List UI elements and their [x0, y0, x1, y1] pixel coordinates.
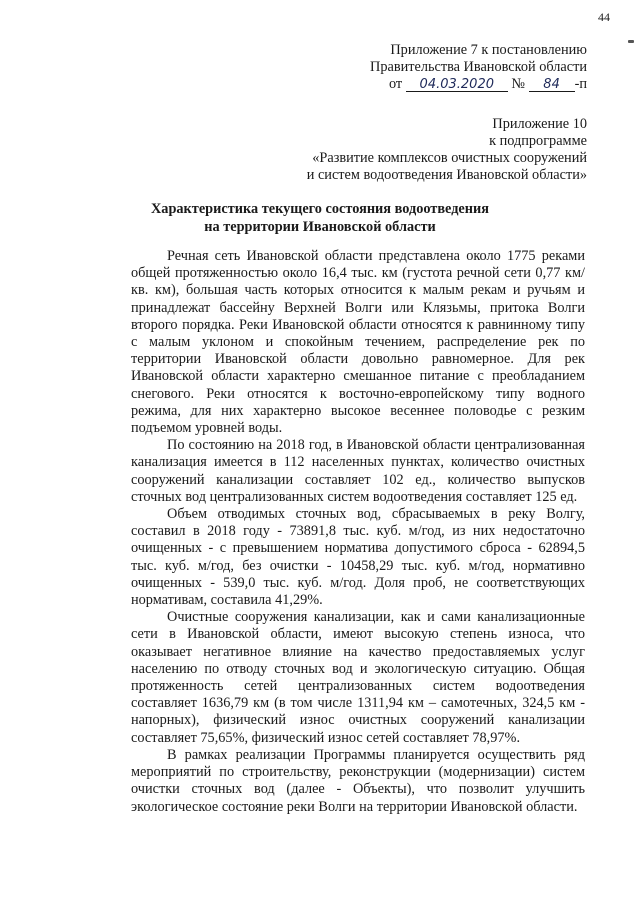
- number-label: №: [511, 76, 525, 92]
- appendix-7-line-2: Правительства Ивановской области: [370, 59, 587, 75]
- appendix-7-line-1: Приложение 7 к постановлению: [390, 42, 587, 58]
- title-line-1: Характеристика текущего состояния водоотведения: [150, 201, 489, 217]
- body-text: [131, 248, 585, 816]
- number-suffix: -п: [574, 76, 587, 92]
- paragraph-sewerage: По состоянию на 2018 год, в Ивановской области централизованная канализация имеется в 112 населенных пунктах, количество очистных сооружений канализации составляет 102 ед., количество выпусков сточных вод централизованных систем водоотведения составляет 125 ед.: [131, 437, 585, 505]
- paragraph-rivers: Речная сеть Ивановской области представлена около 1775 реками общей протяженностью около 16,4 тыс. км (густота речной сети 0,77 км/кв. км), большая часть которых относится к малым рекам и ручьям и принадлежат бассейну Верхней Волги или Клязьмы, притока Волги второго порядка. Реки Ивановской области относятся к равнинному типу с малым уклоном и спокойным течением, распределение рек по территории Ивановской области довольно равномерное. Для рек Ивановской области характерно смешанное питание с преобладанием снегового. Реки относятся к восточно-европейскому типу водного режима, для них характерно высокое весеннее половодье с резким подъемом уровней воды.: [131, 248, 585, 437]
- appendix-10-line-1: Приложение 10: [492, 116, 587, 132]
- appendix-10-line-3: «Развитие комплексов очистных сооружений: [312, 150, 587, 166]
- margin-mark: [628, 40, 634, 43]
- page-number: 44: [598, 10, 610, 24]
- date-prefix: от: [388, 76, 403, 92]
- document-title: [100, 200, 540, 236]
- resolution-reference: [370, 76, 587, 93]
- paragraph-wear: Очистные сооружения канализации, как и сами канализационные сети в Ивановской области, имеют высокую степень износа, что оказывает негативное влияние на качество предоставляемых услуг населению по отводу сточных вод и экологическую ситуацию. Общая протяженность сетей централизованных систем водоотведения составляет 1636,79 км (в том числе 1311,94 км – самотечных, 324,5 км - напорных), физический износ очистных сооружений канализации составляет 75,65%, физический износ сетей составляет 78,97%.: [131, 609, 585, 746]
- handwritten-date: 04.03.2020: [406, 78, 508, 92]
- appendix-10-line-4: и систем водоотведения Ивановской области»: [306, 167, 587, 183]
- paragraph-program: В рамках реализации Программы планируется осуществить ряд мероприятий по строительству, реконструкции (модернизации) систем очистки сточных вод (далее - Объекты), что позволит улучшить экологическое состояние реки Волги на территории Ивановской области.: [131, 746, 585, 815]
- appendix-10-header: [307, 116, 587, 184]
- appendix-7-header: [370, 42, 587, 93]
- title-line-2: на территории Ивановской области: [204, 219, 436, 235]
- appendix-10-line-2: к подпрограмме: [489, 133, 587, 149]
- handwritten-number: 84: [529, 78, 575, 92]
- paragraph-wastewater-volume: Объем отводимых сточных вод, сбрасываемых в реку Волгу, составил в 2018 году - 73891,8 тыс. куб. м/год, из них недостаточно очищенных - с превышением норматива допустимого сброса - 62894,5 тыс. куб. м/год, без очистки - 10458,29 тыс. куб. м/год, нормативно очищенных - 539,0 тыс. куб. м/год. Доля проб, не соответствующих нормативам, составила 41,29%.: [131, 506, 585, 609]
